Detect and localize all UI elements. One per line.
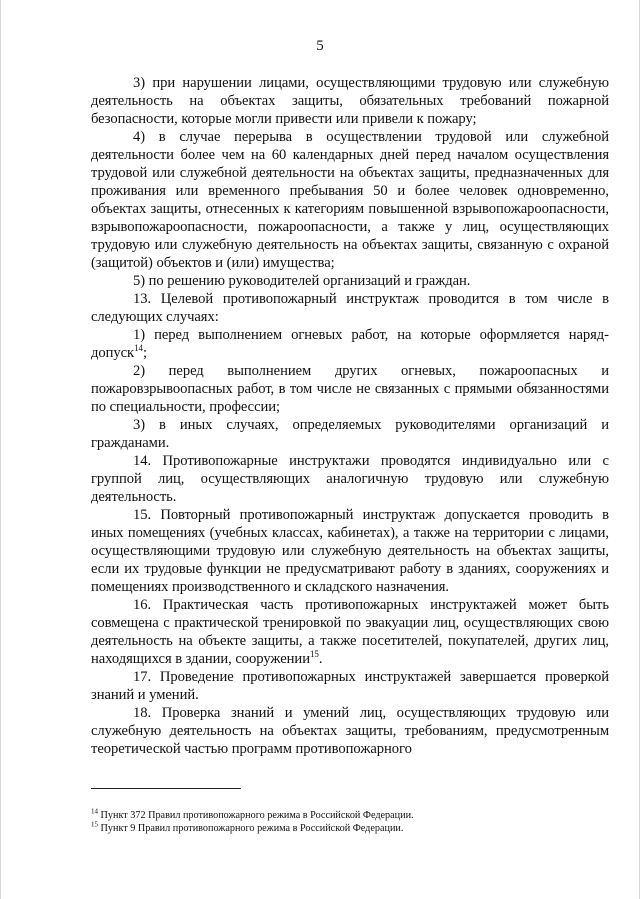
paragraph-text: 18. Проверка знаний и умений лиц, осуществляющих трудовую или служебную деятельность на объектах защиты, требованиям, предусмотренным теоретической частью программ противопожарного — [91, 705, 609, 757]
paragraph-14 — [91, 452, 609, 506]
paragraph-13 — [91, 290, 609, 326]
paragraph-15 — [91, 506, 609, 596]
paragraph-13-item-1 — [91, 326, 609, 362]
paragraph-16 — [91, 596, 609, 668]
paragraph-13-item-3 — [91, 416, 609, 452]
footnote-divider — [91, 788, 241, 789]
paragraph-18 — [91, 704, 609, 758]
footnotes — [91, 809, 609, 835]
page-number: 5 — [316, 38, 324, 54]
paragraph-text: 13. Целевой противопожарный инструктаж проводится в том числе в следующих случаях: — [91, 291, 609, 325]
paragraph-item-3 — [91, 74, 609, 128]
footnote-14 — [91, 809, 609, 822]
paragraph-text: 3) в иных случаях, определяемых руководителями организаций и гражданами. — [91, 417, 609, 451]
footnote-text: Пункт 9 Правил противопожарного режима в Российской Федерации. — [98, 823, 404, 834]
paragraph-17 — [91, 668, 609, 704]
paragraph-item-5 — [91, 272, 609, 290]
footnote-reference[interactable]: 15 — [309, 649, 319, 660]
paragraph-13-item-2 — [91, 362, 609, 416]
paragraph-text: 15. Повторный противопожарный инструктаж допускается проводить в иных помещениях (учебных классах, кабинетах), а также на территории с лицами, осуществляющими трудовую или служебную деятельность на объектах защиты, если их трудовые функции не предусматривают работу в зданиях, сооружениях и помещениях производственного и складского назначения. — [91, 507, 609, 595]
footnote-reference[interactable]: 14 — [134, 343, 144, 354]
paragraph-text: 14. Противопожарные инструктажи проводятся индивидуально или с группой лиц, осуществляющих аналогичную трудовую или служебную деятельность. — [91, 453, 609, 505]
paragraph-text: 5) по решению руководителей организаций и граждан. — [133, 273, 471, 289]
footnote-marker: 15 — [91, 820, 98, 829]
footnote-marker: 14 — [91, 807, 98, 816]
paragraph-text: 2) перед выполнением других огневых, пожароопасных и пожаровзрывоопасных работ, в том числе не связанных с прямыми обязанностями по специальности, профессии; — [91, 363, 609, 415]
paragraph-text: 17. Проведение противопожарных инструктажей завершается проверкой знаний и умений. — [91, 669, 609, 703]
paragraph-text: 4) в случае перерыва в осуществлении трудовой или служебной деятельности более чем на 60 календарных дней перед началом осуществления трудовой или служебной деятельности на объектах защиты, предназначенных для проживания или временного пребывания 50 и более человек одновременно, объектах защиты, отнесенных к категориям повышенной взрывопожароопасности, взрывопожароопасности, пожароопасности, а также у лиц, осуществляющих трудовую или служебную деятельность на объектах защиты, связанную с охраной (защитой) объектов и (или) имущества; — [91, 129, 609, 271]
footnote-15 — [91, 822, 609, 835]
paragraph-tail: . — [318, 651, 323, 667]
paragraph-text: 16. Практическая часть противопожарных инструктажей может быть совмещена с практической тренировкой по эвакуации лиц, осуществляющих свою деятельность на объекте защиты, а также посетителей, покупателей, других лиц, находящихся в здании, сооружении — [91, 597, 609, 667]
paragraph-text: 3) при нарушении лицами, осуществляющими трудовую или служебную деятельность на объектах защиты, обязательных требований пожарной безопасности, которые могли привести или привели к пожару; — [91, 75, 609, 127]
paragraph-tail: ; — [143, 345, 148, 361]
footnote-text: Пункт 372 Правил противопожарного режима в Российской Федерации. — [98, 810, 414, 821]
paragraph-item-4 — [91, 128, 609, 272]
body-text — [91, 74, 609, 758]
paragraph-text: 1) перед выполнением огневых работ, на которые оформляется наряд-допуск — [91, 327, 609, 361]
